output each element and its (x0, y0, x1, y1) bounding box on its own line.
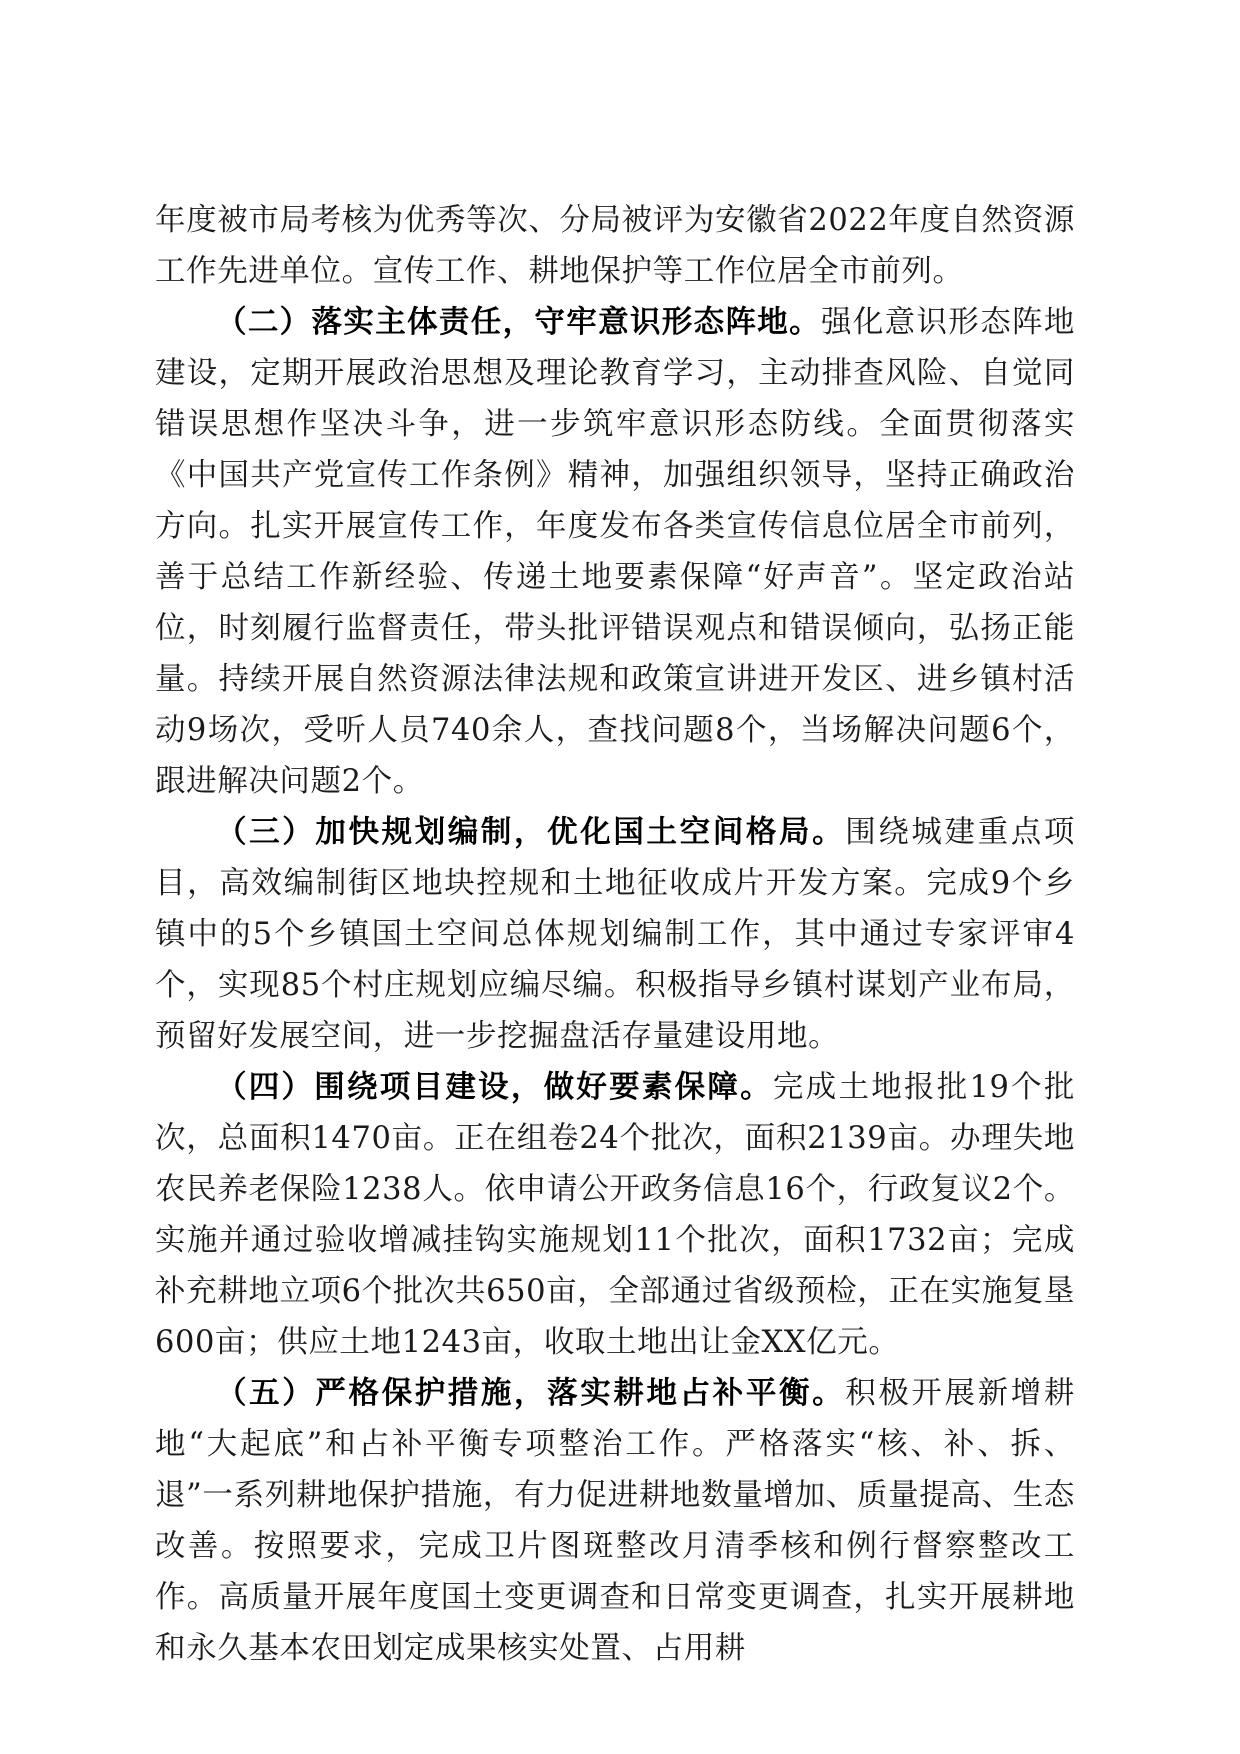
section-heading: （二）落实主体责任，守牢意识形态阵地。 (216, 304, 821, 340)
paragraph-section-3 (155, 807, 1075, 1062)
paragraph-body: 完成土地报批19个批次，总面积1470亩。正在组卷24个批次，面积2139亩。办理失地农民养老保险1238人。依申请公开政务信息16个，行政复议2个。实施并通过验收增减挂钩实施规划11个批次，面积1732亩；完成补充耕地立项6个批次共650亩，全部通过省级预检，正在实施复垦600亩；供应土地1243亩，收取土地出让金XX亿元。 (155, 1070, 1076, 1360)
section-heading: （五）严格保护措施，落实耕地占补平衡。 (216, 1375, 846, 1411)
paragraph-section-4 (155, 1062, 1075, 1368)
paragraph-body: 积极开展新增耕地“大起底”和占补平衡专项整治工作。严格落实“核、补、拆、退”一系列耕地保护措施，有力促进耕地数量增加、质量提高、生态改善。按照要求，完成卫片图斑整改月清季核和例行督察整改工作。高质量开展年度国土变更调查和日常变更调查，扎实开展耕地和永久基本农田划定成果核实处置、占用耕 (155, 1376, 1075, 1666)
paragraph-body: 年度被市局考核为优秀等次、分局被评为安徽省2022年度自然资源工作先进单位。宣传工作、耕地保护等工作位居全市前列。 (155, 203, 1075, 289)
paragraph-section-5 (155, 1368, 1075, 1674)
paragraph-intro-continuation (155, 195, 1075, 297)
section-heading: （四）围绕项目建设，做好要素保障。 (216, 1069, 773, 1105)
document-page (155, 195, 1075, 1674)
paragraph-body: 围绕城建重点项目，高效编制街区地块控规和土地征收成片开发方案。完成9个乡镇中的5个乡镇国土空间总体规划编制工作，其中通过专家评审4个，实现85个村庄规划应编尽编。积极指导乡镇村谋划产业布局，预留好发展空间，进一步挖掘盘活存量建设用地。 (155, 815, 1075, 1054)
section-heading: （三）加快规划编制，优化国土空间格局。 (216, 814, 846, 850)
paragraph-section-2 (155, 297, 1075, 807)
paragraph-body: 强化意识形态阵地建设，定期开展政治思想及理论教育学习，主动排查风险、自觉同错误思想作坚决斗争，进一步筑牢意识形态防线。全面贯彻落实《中国共产党宣传工作条例》精神，加强组织领导，坚持正确政治方向。扎实开展宣传工作，年度发布各类宣传信息位居全市前列，善于总结工作新经验、传递土地要素保障“好声音”。坚定政治站位，时刻履行监督责任，带头批评错误观点和错误倾向，弘扬正能量。持续开展自然资源法律法规和政策宣讲进开发区、进乡镇村活动9场次，受听人员740余人，查找问题8个，当场解决问题6个，跟进解决问题2个。 (155, 305, 1075, 799)
